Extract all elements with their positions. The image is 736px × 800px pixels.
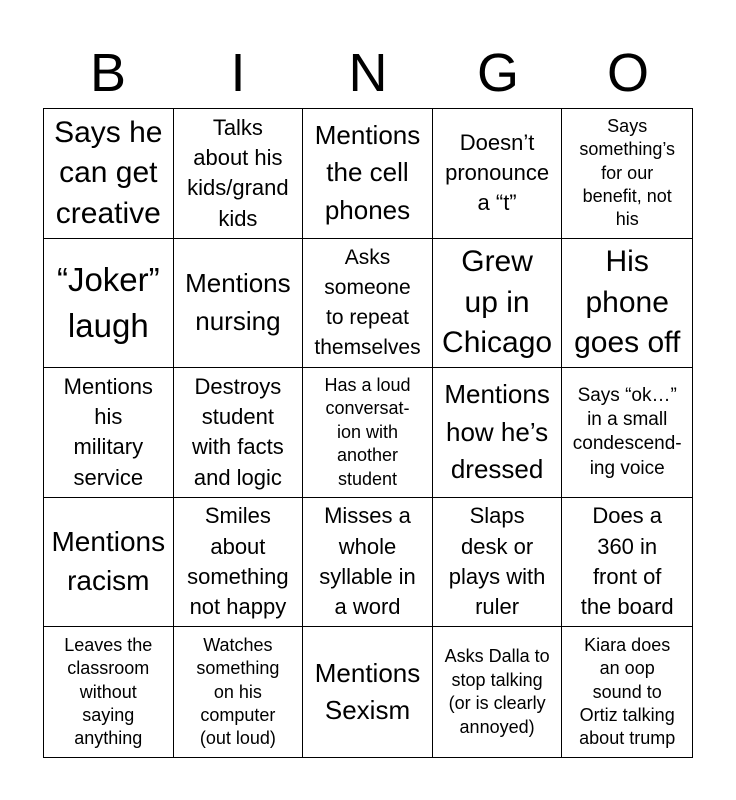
bingo-cell[interactable]: Grew up in Chicago [433,239,563,369]
bingo-cell[interactable]: Mentions how he’s dressed [433,368,563,498]
bingo-cell[interactable]: “Joker” laugh [44,239,174,369]
bingo-board [43,108,693,758]
bingo-cell[interactable]: Mentions Sexism [303,627,433,757]
header-letter-b: B [89,43,127,103]
bingo-cell[interactable]: Mentions nursing [174,239,304,369]
bingo-cell[interactable]: Doesn’t pronounce a “t” [433,109,563,239]
header-letter-i: I [230,43,246,103]
header-letter-g: G [476,43,519,103]
bingo-cell[interactable]: Asks someone to repeat themselves [303,239,433,369]
bingo-cell[interactable]: Mentions racism [44,498,174,628]
bingo-header [43,38,693,108]
header-letter-o: O [606,43,649,103]
bingo-cell[interactable]: Says he can get creative [44,109,174,239]
bingo-cell[interactable]: Does a 360 in front of the board [562,498,692,628]
bingo-cell[interactable]: Talks about his kids/grand kids [174,109,304,239]
bingo-cell[interactable]: Has a loud conversat- ion with another student [303,368,433,498]
bingo-cell[interactable]: Destroys student with facts and logic [174,368,304,498]
bingo-cell[interactable]: Says something’s for our benefit, not his [562,109,692,239]
bingo-cell[interactable]: Asks Dalla to stop talking (or is clearly annoyed) [433,627,563,757]
bingo-cell[interactable]: Mentions his military service [44,368,174,498]
bingo-cell[interactable]: Watches something on his computer (out loud) [174,627,304,757]
bingo-cell[interactable]: Says “ok…” in a small condescend- ing voice [562,368,692,498]
bingo-cell[interactable]: Kiara does an oop sound to Ortiz talking about trump [579,634,676,749]
bingo-cell[interactable]: His phone goes off [562,239,692,369]
header-letter-n: N [348,43,388,103]
bingo-cell[interactable]: Misses a whole syllable in a word [303,498,433,628]
bingo-cell[interactable]: Slaps desk or plays with ruler [433,498,563,628]
bingo-cell[interactable]: Mentions the cell phones [303,109,433,239]
bingo-cell[interactable]: Smiles about something not happy [174,498,304,628]
bingo-cell[interactable]: Leaves the classroom without saying anything [44,627,174,757]
